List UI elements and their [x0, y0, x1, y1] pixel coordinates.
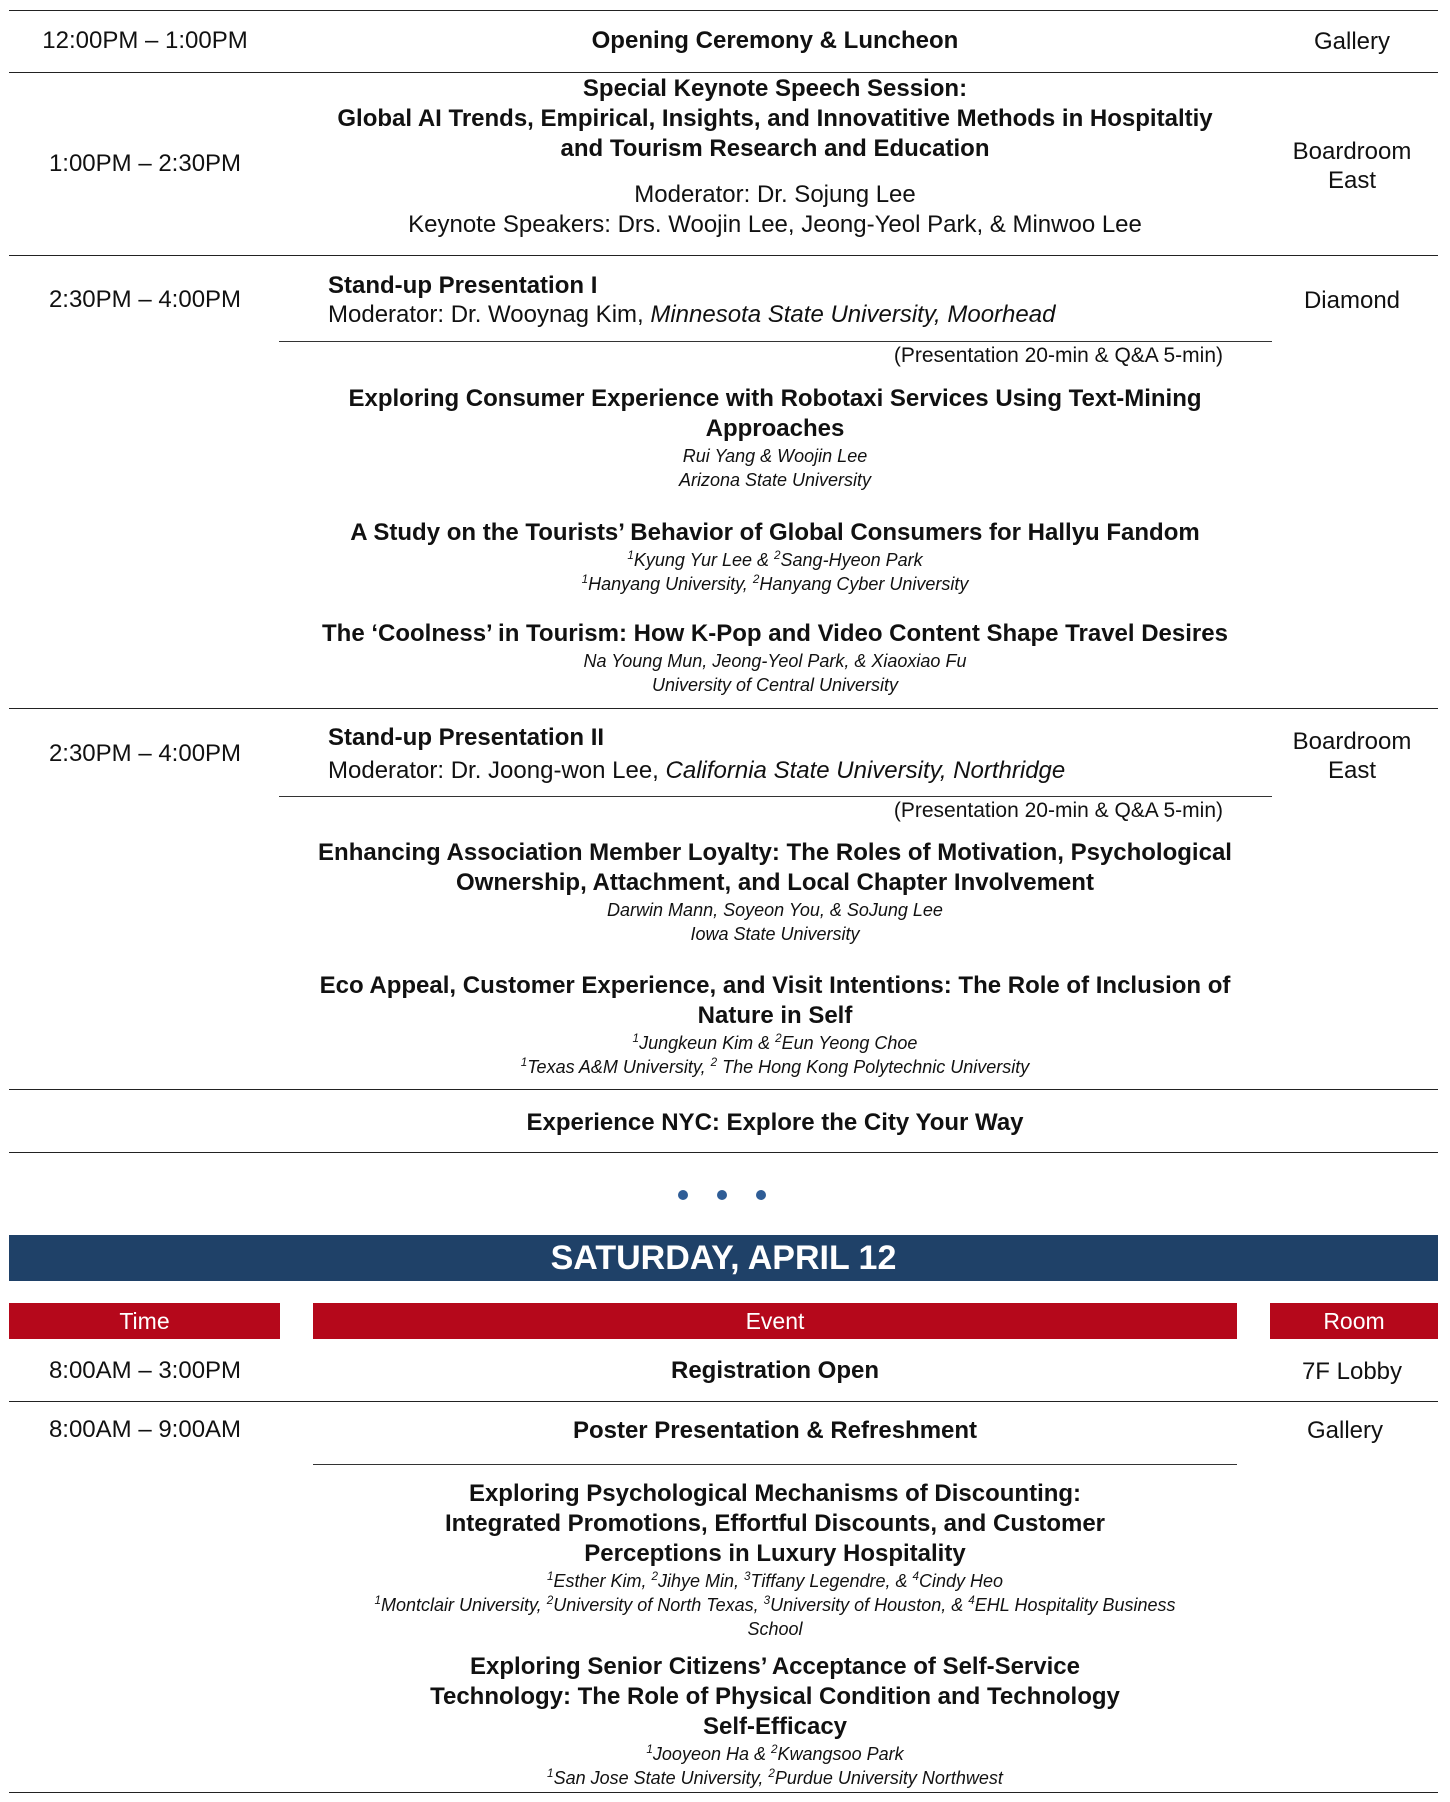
standup2-moderator-affil: California State University, Northridge	[665, 757, 1066, 784]
paper-title-line1: Exploring Psychological Mechanisms of Discounting:	[468, 1480, 1082, 1507]
room-standup2-line2: East	[1327, 757, 1377, 784]
dot-icon	[756, 1190, 766, 1200]
standup1-name: Stand-up Presentation I	[328, 272, 598, 299]
standup2-name: Stand-up Presentation II	[328, 724, 605, 751]
paper-authors: Darwin Mann, Soyeon You, & SoJung Lee	[607, 900, 943, 920]
paper-authors: $^1$Jungkeun Kim & $^2$Eun Yeong Choe	[632, 1032, 918, 1053]
paper-authors: $^1$Esther Kim, $^2$Jihye Min, $^3$Tiffany Legendre, & $^4$Cindy Heo	[546, 1570, 1004, 1591]
paper-title-line3: Perceptions in Luxury Hospitality	[584, 1540, 966, 1567]
header-time: Time	[9, 1303, 280, 1339]
rule-6	[9, 1401, 1438, 1402]
keynote-block	[290, 74, 1260, 240]
rule-2	[9, 255, 1438, 256]
event-registration-title: Registration Open	[670, 1357, 880, 1384]
paper-affiliation: $^1$Texas A&M University, $^2$ The Hong Kong Polytechnic University	[520, 1056, 1030, 1077]
paper-title-line3: Self-Efficacy	[702, 1713, 848, 1740]
paper-title-line1: The ‘Coolness’ in Tourism: How K-Pop and Video Content Shape Travel Desires	[322, 620, 1228, 647]
standup2-note: (Presentation 20-min & Q&A 5-min)	[893, 799, 1223, 822]
standup1-note: (Presentation 20-min & Q&A 5-min)	[893, 344, 1223, 367]
paper-title-line2: Integrated Promotions, Effortful Discounts, and Customer	[444, 1510, 1106, 1537]
room-standup2-line1: Boardroom	[1292, 728, 1412, 755]
rule-bottom	[9, 1792, 1438, 1793]
event-poster-title: Poster Presentation & Refreshment	[572, 1417, 978, 1444]
standup2-moderator	[328, 757, 1065, 785]
room-keynote-line1: Boardroom	[1292, 138, 1412, 165]
time-standup1: 2:30PM – 4:00PM	[48, 286, 242, 313]
paper-authors: Rui Yang & Woojin Lee	[682, 446, 868, 466]
standup1-moderator	[328, 301, 1055, 329]
keynote-speakers: Keynote Speakers: Drs. Woojin Lee, Jeong-Yeol Park, & Minwoo Lee	[408, 211, 1142, 238]
paper-authors: Na Young Mun, Jeong-Yeol Park, & Xiaoxiao Fu	[583, 651, 967, 671]
room-standup1: Diamond	[1303, 287, 1401, 314]
paper-title-line1: Exploring Senior Citizens’ Acceptance of Self-Service	[470, 1653, 1080, 1680]
paper-affiliation: $^1$San Jose State University, $^2$Purdue University Northwest	[547, 1767, 1003, 1788]
paper-title-line1: Enhancing Association Member Loyalty: The Roles of Motivation, Psychological	[318, 839, 1232, 866]
keynote-title-line2: Global AI Trends, Empirical, Insights, and Innovatitive Methods in Hospitaltiy	[337, 105, 1213, 132]
paper-title-line2: Ownership, Attachment, and Local Chapter Involvement	[456, 869, 1094, 896]
room-poster: Gallery	[1306, 1417, 1384, 1444]
paper-title-line2: Approaches	[705, 415, 845, 442]
rule-5	[9, 1152, 1438, 1153]
keynote-title-line3: and Tourism Research and Education	[560, 135, 990, 162]
rule-3	[9, 708, 1438, 709]
paper-authors: $^1$Jooyeon Ha & $^2$Kwangsoo Park	[646, 1743, 904, 1764]
rule-poster-sub	[313, 1464, 1237, 1465]
standup1-paper-3	[290, 619, 1260, 697]
rule-standup1-sub	[279, 341, 1272, 342]
day-title: SATURDAY, APRIL 12	[9, 1235, 1438, 1281]
dot-icon	[678, 1190, 688, 1200]
poster-paper-2	[290, 1652, 1260, 1790]
time-poster: 8:00AM – 9:00AM	[48, 1416, 242, 1443]
room-keynote	[1262, 137, 1442, 195]
poster-paper-1	[290, 1479, 1260, 1641]
rule-4	[9, 1089, 1438, 1090]
room-standup2	[1262, 727, 1442, 785]
paper-affiliation: University of Central University	[651, 675, 899, 695]
event-opening-title: Opening Ceremony & Luncheon	[591, 27, 959, 54]
paper-title-line2: Nature in Self	[697, 1002, 853, 1029]
header-room: Room	[1270, 1303, 1438, 1339]
paper-title-line1: Eco Appeal, Customer Experience, and Visit Intentions: The Role of Inclusion of	[319, 972, 1231, 999]
room-keynote-line2: East	[1327, 167, 1377, 194]
paper-authors: $^1$Kyung Yur Lee & $^2$Sang-Hyeon Park	[627, 549, 923, 570]
paper-affiliation: Iowa State University	[690, 924, 860, 944]
standup2-paper-2	[290, 971, 1260, 1079]
standup1-paper-2	[290, 518, 1260, 596]
rule-top	[9, 10, 1438, 11]
room-registration: 7F Lobby	[1301, 1358, 1403, 1385]
standup1-moderator-prefix: Moderator: Dr. Wooynag Kim,	[328, 301, 651, 328]
rule-standup2-sub	[279, 796, 1272, 797]
paper-affiliation: Arizona State University	[678, 470, 872, 490]
keynote-title-line1: Special Keynote Speech Session:	[582, 75, 968, 102]
standup1-paper-1	[290, 384, 1260, 492]
standup1-moderator-affil: Minnesota State University, Moorhead	[650, 301, 1056, 328]
time-registration: 8:00AM – 3:00PM	[48, 1357, 242, 1384]
dot-icon	[717, 1190, 727, 1200]
paper-title-line1: A Study on the Tourists’ Behavior of Global Consumers for Hallyu Fandom	[350, 519, 1200, 546]
time-opening: 12:00PM – 1:00PM	[42, 27, 248, 54]
rule-1	[9, 72, 1438, 73]
paper-affiliation-cont: School	[747, 1619, 803, 1639]
standup2-moderator-prefix: Moderator: Dr. Joong-won Lee,	[328, 757, 666, 784]
time-keynote: 1:00PM – 2:30PM	[48, 150, 242, 177]
standup2-paper-1	[290, 838, 1260, 946]
paper-affiliation: $^1$Montclair University, $^2$University of North Texas, $^3$University of Houston, & $^4$EHL Hospitality Business	[374, 1594, 1176, 1615]
header-event: Event	[313, 1303, 1237, 1339]
keynote-moderator: Moderator: Dr. Sojung Lee	[634, 181, 916, 208]
room-opening: Gallery	[1313, 28, 1391, 55]
time-standup2: 2:30PM – 4:00PM	[48, 740, 242, 767]
paper-affiliation: $^1$Hanyang University, $^2$Hanyang Cyber University	[581, 573, 969, 594]
paper-title-line2: Technology: The Role of Physical Condition and Technology	[430, 1683, 1120, 1710]
event-nyc-title: Experience NYC: Explore the City Your Way	[526, 1109, 1024, 1136]
paper-title-line1: Exploring Consumer Experience with Robotaxi Services Using Text-Mining	[348, 385, 1202, 412]
